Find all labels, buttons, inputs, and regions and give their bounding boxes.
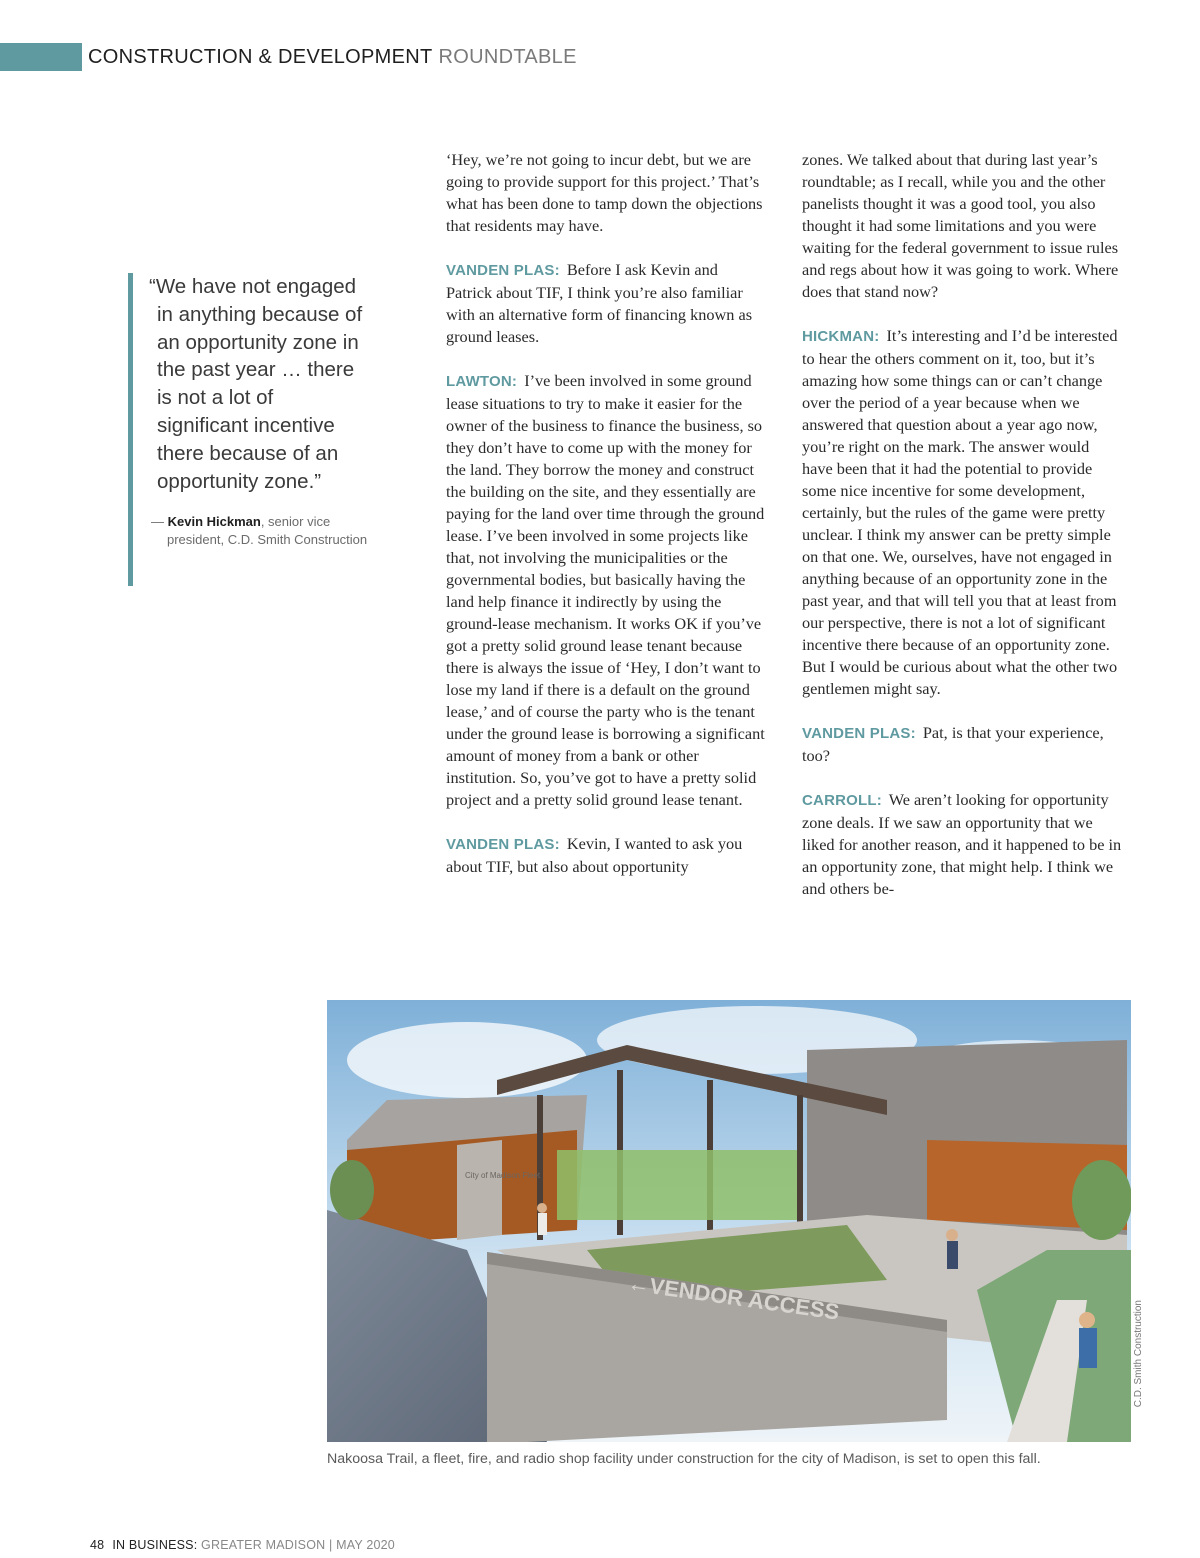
magazine-name: IN BUSINESS: <box>112 1538 198 1552</box>
green-glazing <box>557 1150 797 1220</box>
paragraph <box>802 325 1122 700</box>
monument-sign-text: City of Madison Fleet <box>465 1171 541 1180</box>
header-accent-bar <box>0 43 82 71</box>
article-column-2 <box>802 149 1122 900</box>
paragraph: ‘Hey, we’re not going to incur debt, but we are going to provide support for this project.’ That’s what has been done to tamp down the objections that residents may have. <box>446 150 763 235</box>
pull-quote-title: , senior vice president, C.D. Smith Construction <box>167 514 368 548</box>
pedestrian <box>946 1229 958 1241</box>
paragraph-text: We aren’t looking for opportunity zone deals. If we saw an opportunity that we liked for another reason, and it happened to be in an opportunity zone, that might help. I think we and others be- <box>802 790 1122 898</box>
pedestrian <box>947 1241 958 1269</box>
figure-caption: Nakoosa Trail, a fleet, fire, and radio shop facility under construction for the city of Madison, is set to open this fall. <box>327 1451 1041 1467</box>
speaker-label: CARROLL: <box>802 792 882 809</box>
speaker-label: VANDEN PLAS: <box>446 262 560 279</box>
speaker-label: VANDEN PLAS: <box>802 725 916 742</box>
paragraph <box>446 833 766 878</box>
pedestrian <box>538 1213 547 1235</box>
paragraph-text: Pat, is that your experience, too? <box>802 723 1104 765</box>
pull-quote-dash: — <box>151 514 168 530</box>
pedestrian <box>537 1203 547 1213</box>
speaker-label: HICKMAN: <box>802 328 880 345</box>
paragraph-text: Kevin, I wanted to ask you about TIF, but also about opportunity <box>446 834 743 876</box>
cloud <box>347 1022 587 1098</box>
tree <box>1072 1160 1131 1240</box>
photo-credit: C.D. Smith Construction <box>1133 1300 1144 1408</box>
section-header <box>88 46 577 69</box>
pedestrian <box>1079 1312 1095 1328</box>
pull-quote <box>128 273 368 586</box>
paragraph <box>446 370 766 811</box>
speaker-label: LAWTON: <box>446 373 518 390</box>
section-subtitle: ROUNDTABLE <box>438 46 577 68</box>
rendering-illustration <box>327 1000 1131 1442</box>
tree <box>330 1160 374 1220</box>
pull-quote-attribution <box>149 513 368 549</box>
pedestrian <box>1079 1328 1097 1368</box>
paragraph: zones. We talked about that during last year’s roundtable; as I recall, while you and the other panelists thought it was a good tool, you also thought it had some limitations and you were waiting for the federal government to issue rules and regs about how it was going to work. Where does that stand now? <box>802 150 1119 301</box>
section-title: CONSTRUCTION & DEVELOPMENT <box>88 46 433 68</box>
pull-quote-text: “We have not engaged in anything because of an opportunity zone in the past year … there is not a lot of significant incentive there because of an opportunity zone.” <box>149 275 363 493</box>
paragraph-text: I’ve been involved in some ground lease situations to try to make it easier for the owner of the business to finance the business, so they don’t have to come up with the money for the land. They borrow the money and construct the building on the site, and they essentially are paying for the land over time through the ground lease. I’ve been involved in some projects like that, not involving the municipalities or the governmental bodies, but basically having the land help finance it indirectly by using the ground-lease mechanism. It works OK if you’ve got a pretty solid ground lease tenant because there is always the issue of ‘Hey, I don’t want to lose my land if there is a default on the ground lease,’ and of course the party who is the tenant under the ground lease is borrowing a significant amount of money from a bank or other institution. So, you’ve got to have a pretty solid project and a pretty solid ground lease tenant. <box>446 371 765 809</box>
paragraph <box>802 722 1122 767</box>
page-footer <box>90 1538 395 1552</box>
building-rendering <box>327 1000 1131 1442</box>
paragraph <box>446 259 766 348</box>
magazine-edition: GREATER MADISON | MAY 2020 <box>197 1538 395 1552</box>
pull-quote-name: Kevin Hickman <box>167 514 261 530</box>
page-number: 48 <box>90 1538 105 1552</box>
article-column-1 <box>446 149 766 878</box>
vendor-access-sign: ←VENDOR ACCESS <box>626 1270 841 1325</box>
paragraph-text: It’s interesting and I’d be interested to hear the others comment on it, too, but it’s amazing how some things can or can’t change over the period of a year because when we answered that question about a year ago now, you’re right on the mark. The answer would have been that it had the potential to provide some nice incentive for some development, certainly, but the rules of the game were pretty unclear. I think my answer can be pretty simple on that one. We, ourselves, have not engaged in anything because of an opportunity zone in the past year, and that will tell you that at least from our perspective, there is not a lot of significant incentive there because of an opportunity zone. But I would be curious about what the other two gentlemen might say. <box>802 326 1118 698</box>
canopy-post <box>797 1095 803 1225</box>
paragraph <box>802 789 1122 900</box>
paragraph-text: Before I ask Kevin and Patrick about TIF, I think you’re also familiar with an alternative form of financing known as ground leases. <box>446 260 753 346</box>
speaker-label: VANDEN PLAS: <box>446 836 560 853</box>
monument-sign <box>457 1140 502 1240</box>
